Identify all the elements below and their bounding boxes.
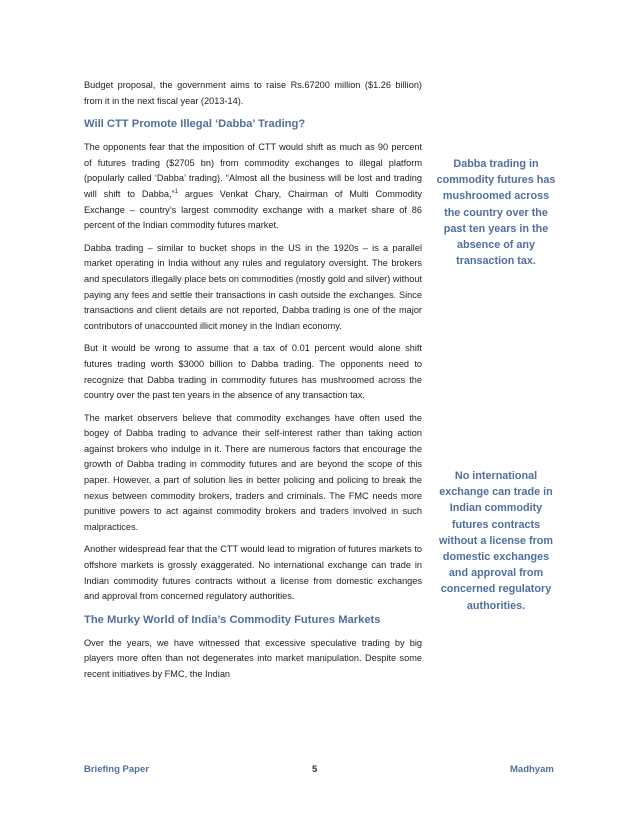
pull-quote-dabba: Dabba trading in commodity futures has mushroomed across the country over the past ten years in the absence of any transaction tax.	[436, 158, 556, 268]
page-number: 5	[312, 764, 318, 775]
footnote-ref[interactable]: 1	[174, 188, 178, 195]
paragraph-opponents-tail: argues Venkat Chary, Chairman of Multi Commodity Exchange – country’s largest commodity exchange with a market share of 86 percent of the Indian commodity futures market.	[84, 188, 422, 231]
section-heading-murky-world: The Murky World of India’s Commodity Futures Markets	[84, 613, 381, 626]
paragraph-speculative-trading: Over the years, we have witnessed that excessive speculative trading by big players more often than not degenerates into market manipulation. Despite some recent initiatives by FMC, the Indian	[84, 637, 422, 679]
main-column	[84, 78, 422, 690]
paragraph-migration-fear: Another widespread fear that the CTT would lead to migration of futures markets to offshore markets is grossly exaggerated. No international exchange can trade in Indian commodity futures contracts without a license from domestic exchanges and approval from concerned regulatory authorities.	[84, 544, 422, 602]
paragraph-market-observers: The market observers believe that commodity exchanges have often used the bogey of Dabba trading to advance their self-interest rather than taking action against brokers who indulge in it. There are numerous factors that encourage the growth of Dabba trading in commodity futures and are beyond the scope of this paper. However, a part of solution lies in better policing and policing to break the nexus between commodity brokers, traders and criminals. The FMC needs more punitive powers to act against commodity brokers and traders involved in such malpractices.	[84, 412, 422, 532]
paragraph-dabba-definition: Dabba trading – similar to bucket shops in the US in the 1920s – is a parallel market operating in India without any rules and regulatory oversight. The brokers and speculators illegally place bets on commodities (mostly gold and silver) without paying any fees and settle their transactions in cash outside the exchanges. Since transactions and client details are not reported, Dabba trading is one of the major contributors of unaccounted illicit money in the Indian economy.	[84, 242, 422, 331]
paragraph-tax-assumption: But it would be wrong to assume that a tax of 0.01 percent would alone shift futures trading worth $3000 billion to Dabba trading. The opponents need to recognize that Dabba trading in commodity futures has mushroomed across the country over the past ten years in the absence of any transaction tax.	[84, 343, 422, 401]
section-heading-dabba: Will CTT Promote Illegal ‘Dabba’ Trading?	[84, 118, 306, 131]
paragraph-opponents-text: The opponents fear that the imposition of CTT would shift as much as 90 percent of futures trading ($2705 bn) from commodity exchanges to illegal platform (popularly called ‘Dabba’ trading). “Almost all the business will be lost and trading will shift to Dabba,”	[84, 142, 422, 199]
paragraph-opponents	[84, 140, 422, 234]
footer-briefing-paper: Briefing Paper	[84, 764, 149, 775]
footer-publisher: Madhyam	[510, 764, 554, 775]
pull-quote-international: No international exchange can trade in Indian commodity futures contracts without a license from domestic exchanges and approval from concerned regulatory authorities.	[439, 470, 553, 612]
intro-paragraph: Budget proposal, the government aims to raise Rs.67200 million ($1.26 billion) from it in the next fiscal year (2013-14).	[84, 80, 422, 106]
